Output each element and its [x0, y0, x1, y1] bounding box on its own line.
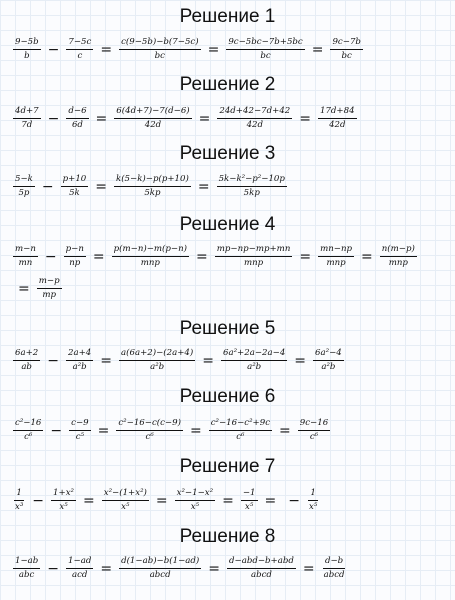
fraction	[111, 244, 190, 269]
fraction	[306, 488, 320, 513]
fraction-numerator: 1	[308, 488, 317, 501]
fraction	[65, 37, 94, 62]
math-operator: =	[264, 492, 277, 509]
math-operator: =	[208, 560, 220, 577]
fraction	[118, 556, 202, 581]
fraction-denominator: 5kp	[144, 188, 161, 198]
fraction-denominator: x⁵	[121, 502, 130, 512]
math-operator: =	[302, 560, 315, 577]
fraction	[101, 488, 150, 513]
math-operator: =	[97, 422, 110, 439]
fraction-denominator: 7d	[21, 120, 33, 130]
fraction-numerator: 9c−7b	[330, 37, 362, 50]
fraction-numerator: m−n	[13, 244, 38, 257]
fraction	[36, 276, 63, 301]
fraction-denominator: 42d	[246, 120, 264, 130]
fraction-denominator: 5kp	[243, 188, 260, 198]
fraction	[216, 174, 288, 199]
fraction-denominator: bc	[154, 51, 165, 61]
fraction	[12, 244, 39, 269]
math-operator: −	[32, 492, 45, 509]
math-operator: =	[100, 41, 113, 58]
math-operator: =	[100, 352, 112, 369]
math-operator: =	[18, 280, 30, 297]
fraction	[118, 348, 196, 373]
fraction-denominator: x⁵	[308, 502, 318, 512]
fraction	[12, 106, 42, 131]
fraction-denominator: 5k	[69, 188, 80, 198]
fraction-numerator: d−b	[323, 556, 345, 569]
math-operator: =	[279, 422, 291, 439]
fraction	[317, 106, 358, 131]
fraction	[12, 556, 41, 581]
fraction-numerator: 6a²+2a−2a−4	[221, 348, 287, 361]
fraction-numerator: d−6	[66, 106, 88, 119]
math-operator: =	[92, 248, 105, 265]
fraction	[60, 174, 90, 199]
fraction-numerator: c²−16	[13, 418, 43, 431]
fraction	[12, 488, 26, 513]
fraction-numerator: 7−5c	[66, 37, 93, 50]
fraction-denominator: a²b	[72, 362, 87, 372]
fraction-denominator: ab	[21, 362, 32, 372]
fraction	[118, 37, 202, 62]
fraction-numerator: n(m−p)	[380, 244, 417, 257]
equation-line	[12, 488, 320, 513]
fraction-numerator: mn−np	[318, 244, 354, 257]
math-operator: −	[44, 248, 57, 265]
fraction	[379, 244, 418, 269]
fraction-numerator: 6a+2	[13, 348, 40, 361]
math-operator: −	[288, 492, 300, 509]
fraction-numerator: k(5−k)−p(p+10)	[114, 174, 191, 187]
math-operator: =	[83, 492, 95, 509]
fraction-numerator: p(m−n)−m(p−n)	[112, 244, 189, 257]
section-title: Решение 1	[179, 6, 276, 27]
fraction-denominator: mnp	[388, 258, 408, 268]
fraction-numerator: 5−k	[13, 174, 35, 187]
fraction	[312, 348, 345, 373]
section-title: Решение 3	[179, 143, 276, 164]
fraction	[65, 556, 94, 581]
fraction-denominator: bc	[260, 51, 271, 61]
fraction-denominator: mnp	[140, 258, 160, 268]
fraction-denominator: x³	[15, 502, 24, 512]
fraction-numerator: 2a+4	[66, 348, 93, 361]
fraction	[68, 418, 91, 443]
fraction	[220, 348, 288, 373]
fraction-denominator: abcd	[250, 570, 272, 580]
fraction	[12, 174, 36, 199]
fraction-numerator: x²−1−x²	[175, 488, 215, 501]
fraction-numerator: 9c−5bc−7b+5bc	[226, 37, 304, 50]
section-title: Решение 4	[179, 214, 276, 235]
fraction	[50, 488, 77, 513]
fraction-numerator: 17d+84	[318, 106, 357, 119]
fraction	[12, 418, 44, 443]
fraction	[226, 556, 297, 581]
fraction	[225, 37, 305, 62]
math-operator: =	[95, 110, 108, 127]
fraction	[63, 244, 87, 269]
equation-line	[12, 276, 63, 301]
fraction-denominator: a²b	[321, 362, 336, 372]
math-operator: =	[202, 352, 214, 369]
math-operator: −	[47, 352, 59, 369]
fraction	[240, 488, 259, 513]
fraction-numerator: x²−(1+x²)	[102, 488, 149, 501]
fraction-denominator: bc	[341, 51, 352, 61]
fraction-numerator: 4d+7	[13, 106, 41, 119]
fraction-numerator: 1−ab	[13, 556, 40, 569]
fraction-denominator: c⁵	[75, 432, 85, 442]
math-operator: −	[47, 560, 60, 577]
fraction-denominator: a²b	[247, 362, 262, 372]
fraction-numerator: d(1−ab)−b(1−ad)	[119, 556, 201, 569]
fraction-numerator: 1	[14, 488, 23, 501]
equation-line	[12, 174, 288, 199]
fraction-numerator: d−abd−b+abd	[227, 556, 296, 569]
fraction	[113, 174, 192, 199]
math-operator: =	[207, 41, 220, 58]
section-title: Решение 5	[179, 318, 276, 339]
math-operator: =	[198, 110, 211, 127]
fraction-numerator: p−n	[64, 244, 86, 257]
equation-line	[12, 106, 358, 131]
math-operator: −	[47, 110, 60, 127]
math-operator: =	[100, 560, 113, 577]
fraction-denominator: 42d	[329, 120, 346, 130]
fraction-numerator: a(6a+2)−(2a+4)	[119, 348, 195, 361]
fraction-numerator: c(9−5b)−b(7−5c)	[119, 37, 201, 50]
fraction-denominator: abc	[18, 570, 35, 580]
fraction-denominator: c⁶	[236, 432, 245, 442]
fraction	[321, 556, 348, 581]
fraction-denominator: 42d	[144, 120, 162, 130]
fraction	[329, 37, 363, 62]
fraction	[208, 418, 273, 443]
math-operator: =	[294, 352, 307, 369]
fraction-numerator: 24d+42−7d+42	[217, 106, 292, 119]
math-operator: =	[311, 41, 324, 58]
fraction	[12, 348, 41, 373]
fraction-numerator: c²−16−c(c−9)	[116, 418, 183, 431]
fraction-denominator: c⁶	[309, 432, 319, 442]
fraction-numerator: p+10	[61, 174, 89, 187]
fraction	[65, 348, 94, 373]
fraction-numerator: 1−ad	[66, 556, 93, 569]
fraction	[214, 244, 294, 269]
math-operator: −	[50, 422, 63, 439]
math-operator: =	[95, 178, 107, 195]
fraction-numerator: 5k−k²−p²−10p	[217, 174, 287, 187]
fraction-numerator: 9−5b	[13, 37, 41, 50]
fraction-denominator: c⁶	[24, 432, 33, 442]
fraction-denominator: abcd	[323, 570, 345, 580]
math-operator: =	[155, 492, 168, 509]
fraction-denominator: c	[77, 51, 83, 61]
fraction-numerator: 6a²−4	[313, 348, 344, 361]
fraction-numerator: c²−16−c²+9c	[209, 418, 272, 431]
fraction-denominator: 6d	[71, 120, 83, 130]
fraction	[174, 488, 216, 513]
fraction-numerator: c−9	[69, 418, 90, 431]
fraction-denominator: mnp	[243, 258, 264, 268]
section-title: Решение 8	[179, 526, 276, 547]
fraction	[65, 106, 89, 131]
section-title: Решение 6	[179, 386, 276, 407]
fraction-numerator: mp−np−mp+mn	[215, 244, 293, 257]
fraction-denominator: mp	[42, 290, 56, 300]
fraction-denominator: b	[24, 51, 30, 61]
fraction-denominator: x⁵	[190, 502, 200, 512]
equation-line	[12, 556, 348, 581]
fraction-denominator: x⁵	[59, 502, 68, 512]
fraction-denominator: a²b	[150, 362, 165, 372]
fraction	[113, 106, 192, 131]
fraction-numerator: 9c−16	[298, 418, 330, 431]
math-operator: −	[41, 178, 54, 195]
equation-line	[12, 244, 418, 269]
fraction	[12, 37, 42, 62]
equation-line	[12, 37, 364, 62]
math-operator: =	[197, 178, 210, 195]
section-title: Решение 7	[179, 456, 276, 477]
section-title: Решение 2	[179, 74, 276, 95]
fraction	[317, 244, 355, 269]
fraction-denominator: mnp	[326, 258, 346, 268]
fraction-numerator: −1	[241, 488, 258, 501]
fraction-numerator: 1+x²	[51, 488, 76, 501]
equation-line	[12, 348, 345, 373]
fraction	[297, 418, 331, 443]
math-operator: =	[299, 110, 311, 127]
fraction	[216, 106, 293, 131]
fraction-numerator: 6(4d+7)−7(d−6)	[114, 106, 191, 119]
equation-line	[12, 418, 331, 443]
math-operator: =	[222, 492, 234, 509]
fraction-denominator: mn	[18, 258, 33, 268]
fraction-denominator: 5p	[18, 188, 30, 198]
fraction-denominator: x⁵	[245, 502, 254, 512]
fraction-denominator: c⁶	[145, 432, 154, 442]
math-operator: =	[361, 248, 373, 265]
fraction-denominator: np	[69, 258, 81, 268]
math-operator: =	[189, 422, 202, 439]
fraction-denominator: abcd	[149, 570, 171, 580]
fraction	[115, 418, 184, 443]
math-operator: =	[196, 248, 208, 265]
fraction-denominator: acd	[71, 570, 88, 580]
math-operator: =	[299, 248, 312, 265]
math-operator: −	[47, 41, 60, 58]
fraction-numerator: m−p	[37, 276, 62, 289]
